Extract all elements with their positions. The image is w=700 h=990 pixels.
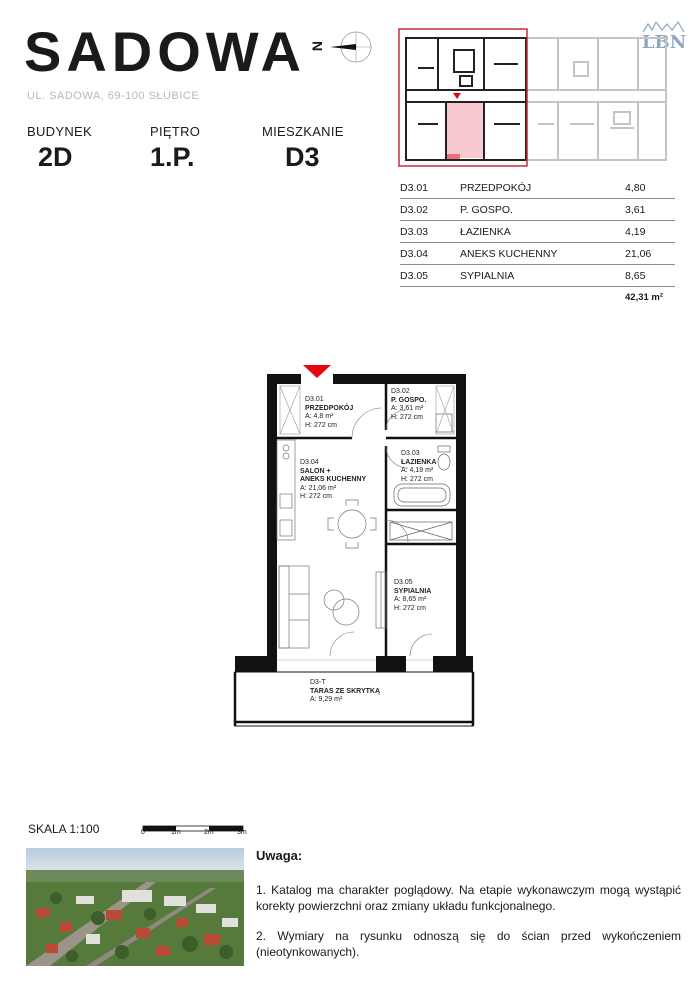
room-name: PRZEDPOKÓJ [460, 177, 625, 199]
room-label-d3-03: D3.03 ŁAZIENKA A: 4,19 m² H: 272 cm [401, 450, 437, 483]
table-row [400, 243, 675, 265]
room-name: ŁAZIENKA [460, 221, 625, 243]
table-row [400, 221, 675, 243]
north-letter: N [309, 40, 326, 52]
project-title: SADOWA [24, 20, 306, 83]
room-area: 8,65 [625, 265, 675, 287]
floor-label: PIĘTRO [150, 124, 201, 139]
scale-bar-graphic [142, 825, 244, 833]
room-code: D3.05 [400, 265, 460, 287]
table-row [400, 177, 675, 199]
room-name: P. GOSPO. [460, 199, 625, 221]
total-area: 42,31 m² [625, 292, 664, 303]
room-area: 4,80 [625, 177, 675, 199]
scale-label: SKALA 1:100 [28, 822, 100, 836]
north-compass [310, 30, 376, 64]
floor-key-plan [398, 28, 670, 168]
room-label-terrace: D3-T TARAS ZE SKRYTKĄ A: 9,29 m² [310, 679, 380, 703]
aerial-photo [26, 848, 244, 966]
scale-tick: 1m [171, 829, 181, 836]
note-item: 1. Katalog ma charakter poglądowy. Na etapie wykonawczym mogą wystąpić korekty powierzchni oraz zmiany układu funkcjonalnego. [256, 883, 681, 913]
project-address: UL. SADOWA, 69-100 SŁUBICE [27, 90, 200, 102]
notes-heading: Uwaga: [256, 848, 303, 863]
notes-section [256, 848, 681, 974]
apartment-label: MIESZKANIE [262, 124, 344, 139]
floor-plan-drawing [230, 360, 480, 730]
compass-icon [310, 30, 376, 64]
logo-text: LBN [641, 32, 687, 53]
building-label: BUDYNEK [27, 124, 92, 139]
room-label-d3-02: D3.02 P. GOSPO. A: 3,61 m² H: 272 cm [391, 388, 427, 421]
rooms-table [400, 177, 675, 308]
room-name: ANEKS KUCHENNY [460, 243, 625, 265]
room-label-d3-01: D3.01 PRZEDPOKÓJ A: 4,8 m² H: 272 cm [305, 396, 354, 429]
room-code: D3.04 [400, 243, 460, 265]
total-row [400, 287, 675, 309]
room-code: D3.03 [400, 221, 460, 243]
key-plan-drawing [398, 28, 670, 168]
apartment-value: D3 [285, 142, 320, 172]
room-code: D3.01 [400, 177, 460, 199]
room-label-d3-04: D3.04 SALON + ANEKS KUCHENNY A: 21,06 m² H: 272 cm [300, 459, 367, 500]
floor-value: 1.P. [150, 142, 195, 172]
room-label-d3-05: D3.05 SYPIALNIA A: 8,65 m² H: 272 cm [394, 579, 432, 612]
aerial-photo-image [26, 848, 244, 966]
building-value: 2D [38, 142, 73, 172]
room-name: SYPIALNIA [460, 265, 625, 287]
scale-bar [142, 820, 244, 828]
scale-tick: 0 [141, 829, 145, 836]
room-area: 21,06 [625, 243, 675, 265]
table-row [400, 265, 675, 287]
room-code: D3.02 [400, 199, 460, 221]
room-area: 4,19 [625, 221, 675, 243]
apartment-floor-plan [230, 360, 480, 730]
scale-tick: 3m [237, 829, 247, 836]
note-item: 2. Wymiary na rysunku odnoszą się do ścian przed wykończeniem (nieotynkowanych). [256, 929, 681, 959]
entrance-marker [303, 365, 331, 378]
scale-tick: 2m [204, 829, 214, 836]
table-row [400, 199, 675, 221]
room-area: 3,61 [625, 199, 675, 221]
